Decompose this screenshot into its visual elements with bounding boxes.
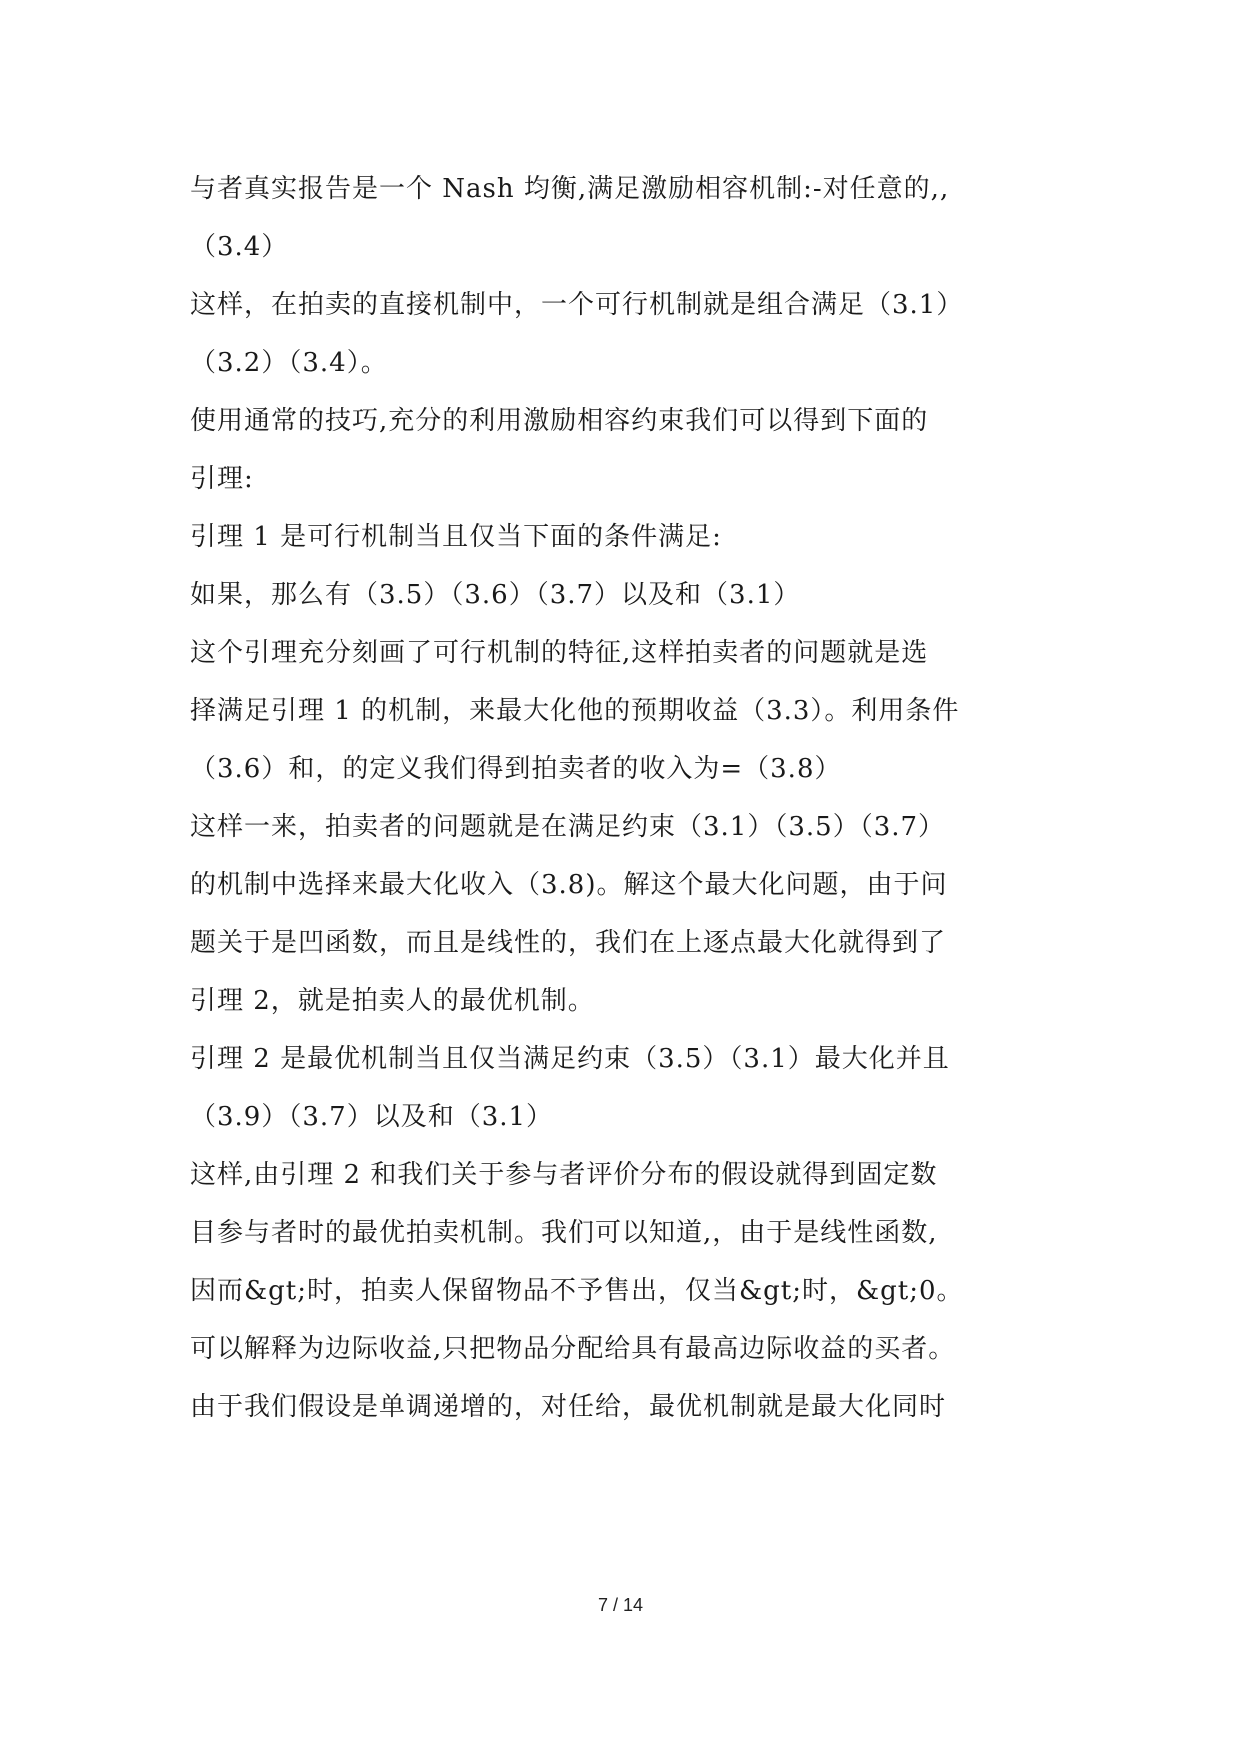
text-line: 引理 2 是最优机制当且仅当满足约束（3.5）（3.1）最大化并且 [190,1044,950,1074]
text-line: 引理 2，就是拍卖人的最优机制。 [190,986,595,1016]
text-line: 这样,由引理 2 和我们关于参与者评价分布的假设就得到固定数 [190,1160,938,1190]
text-line: 择满足引理 1 的机制，来最大化他的预期收益（3.3）。利用条件 [190,696,960,726]
document-body [190,160,1090,1436]
text-line: （3.2）（3.4）。 [190,348,388,378]
text-line: 这样，在拍卖的直接机制中，一个可行机制就是组合满足（3.1） [190,290,964,320]
text-line: （3.4） [190,232,289,262]
text-line: 引理 1 是可行机制当且仅当下面的条件满足: [190,522,722,552]
text-line: 由于我们假设是单调递增的，对任给，最优机制就是最大化同时 [190,1392,947,1422]
text-line: （3.9）（3.7）以及和（3.1） [190,1102,554,1132]
text-line: 可以解释为边际收益,只把物品分配给具有最高边际收益的买者。 [190,1334,956,1364]
text-line: 引理: [190,464,254,494]
text-line: （3.6）和，的定义我们得到拍卖者的收入为=（3.8） [190,754,842,784]
text-line: 与者真实报告是一个 Nash 均衡,满足激励相容机制:-对任意的,, [190,174,950,204]
text-line: 目参与者时的最优拍卖机制。我们可以知道,，由于是线性函数, [190,1218,938,1248]
text-line: 如果，那么有（3.5）（3.6）（3.7）以及和（3.1） [190,580,801,610]
text-line: 使用通常的技巧,充分的利用激励相容约束我们可以得到下面的 [190,406,929,436]
text-line: 的机制中选择来最大化收入（3.8)。解这个最大化问题，由于问 [190,870,948,900]
text-line: 题关于是凹函数，而且是线性的，我们在上逐点最大化就得到了 [190,928,947,958]
page-number: 7 / 14 [597,1595,644,1615]
text-line: 这个引理充分刻画了可行机制的特征,这样拍卖者的问题就是选 [190,638,929,668]
text-line: 这样一来，拍卖者的问题就是在满足约束（3.1）（3.5）（3.7） [190,812,946,842]
text-line: 因而&gt;时，拍卖人保留物品不予售出，仅当&gt;时，&gt;0。 [190,1276,964,1306]
